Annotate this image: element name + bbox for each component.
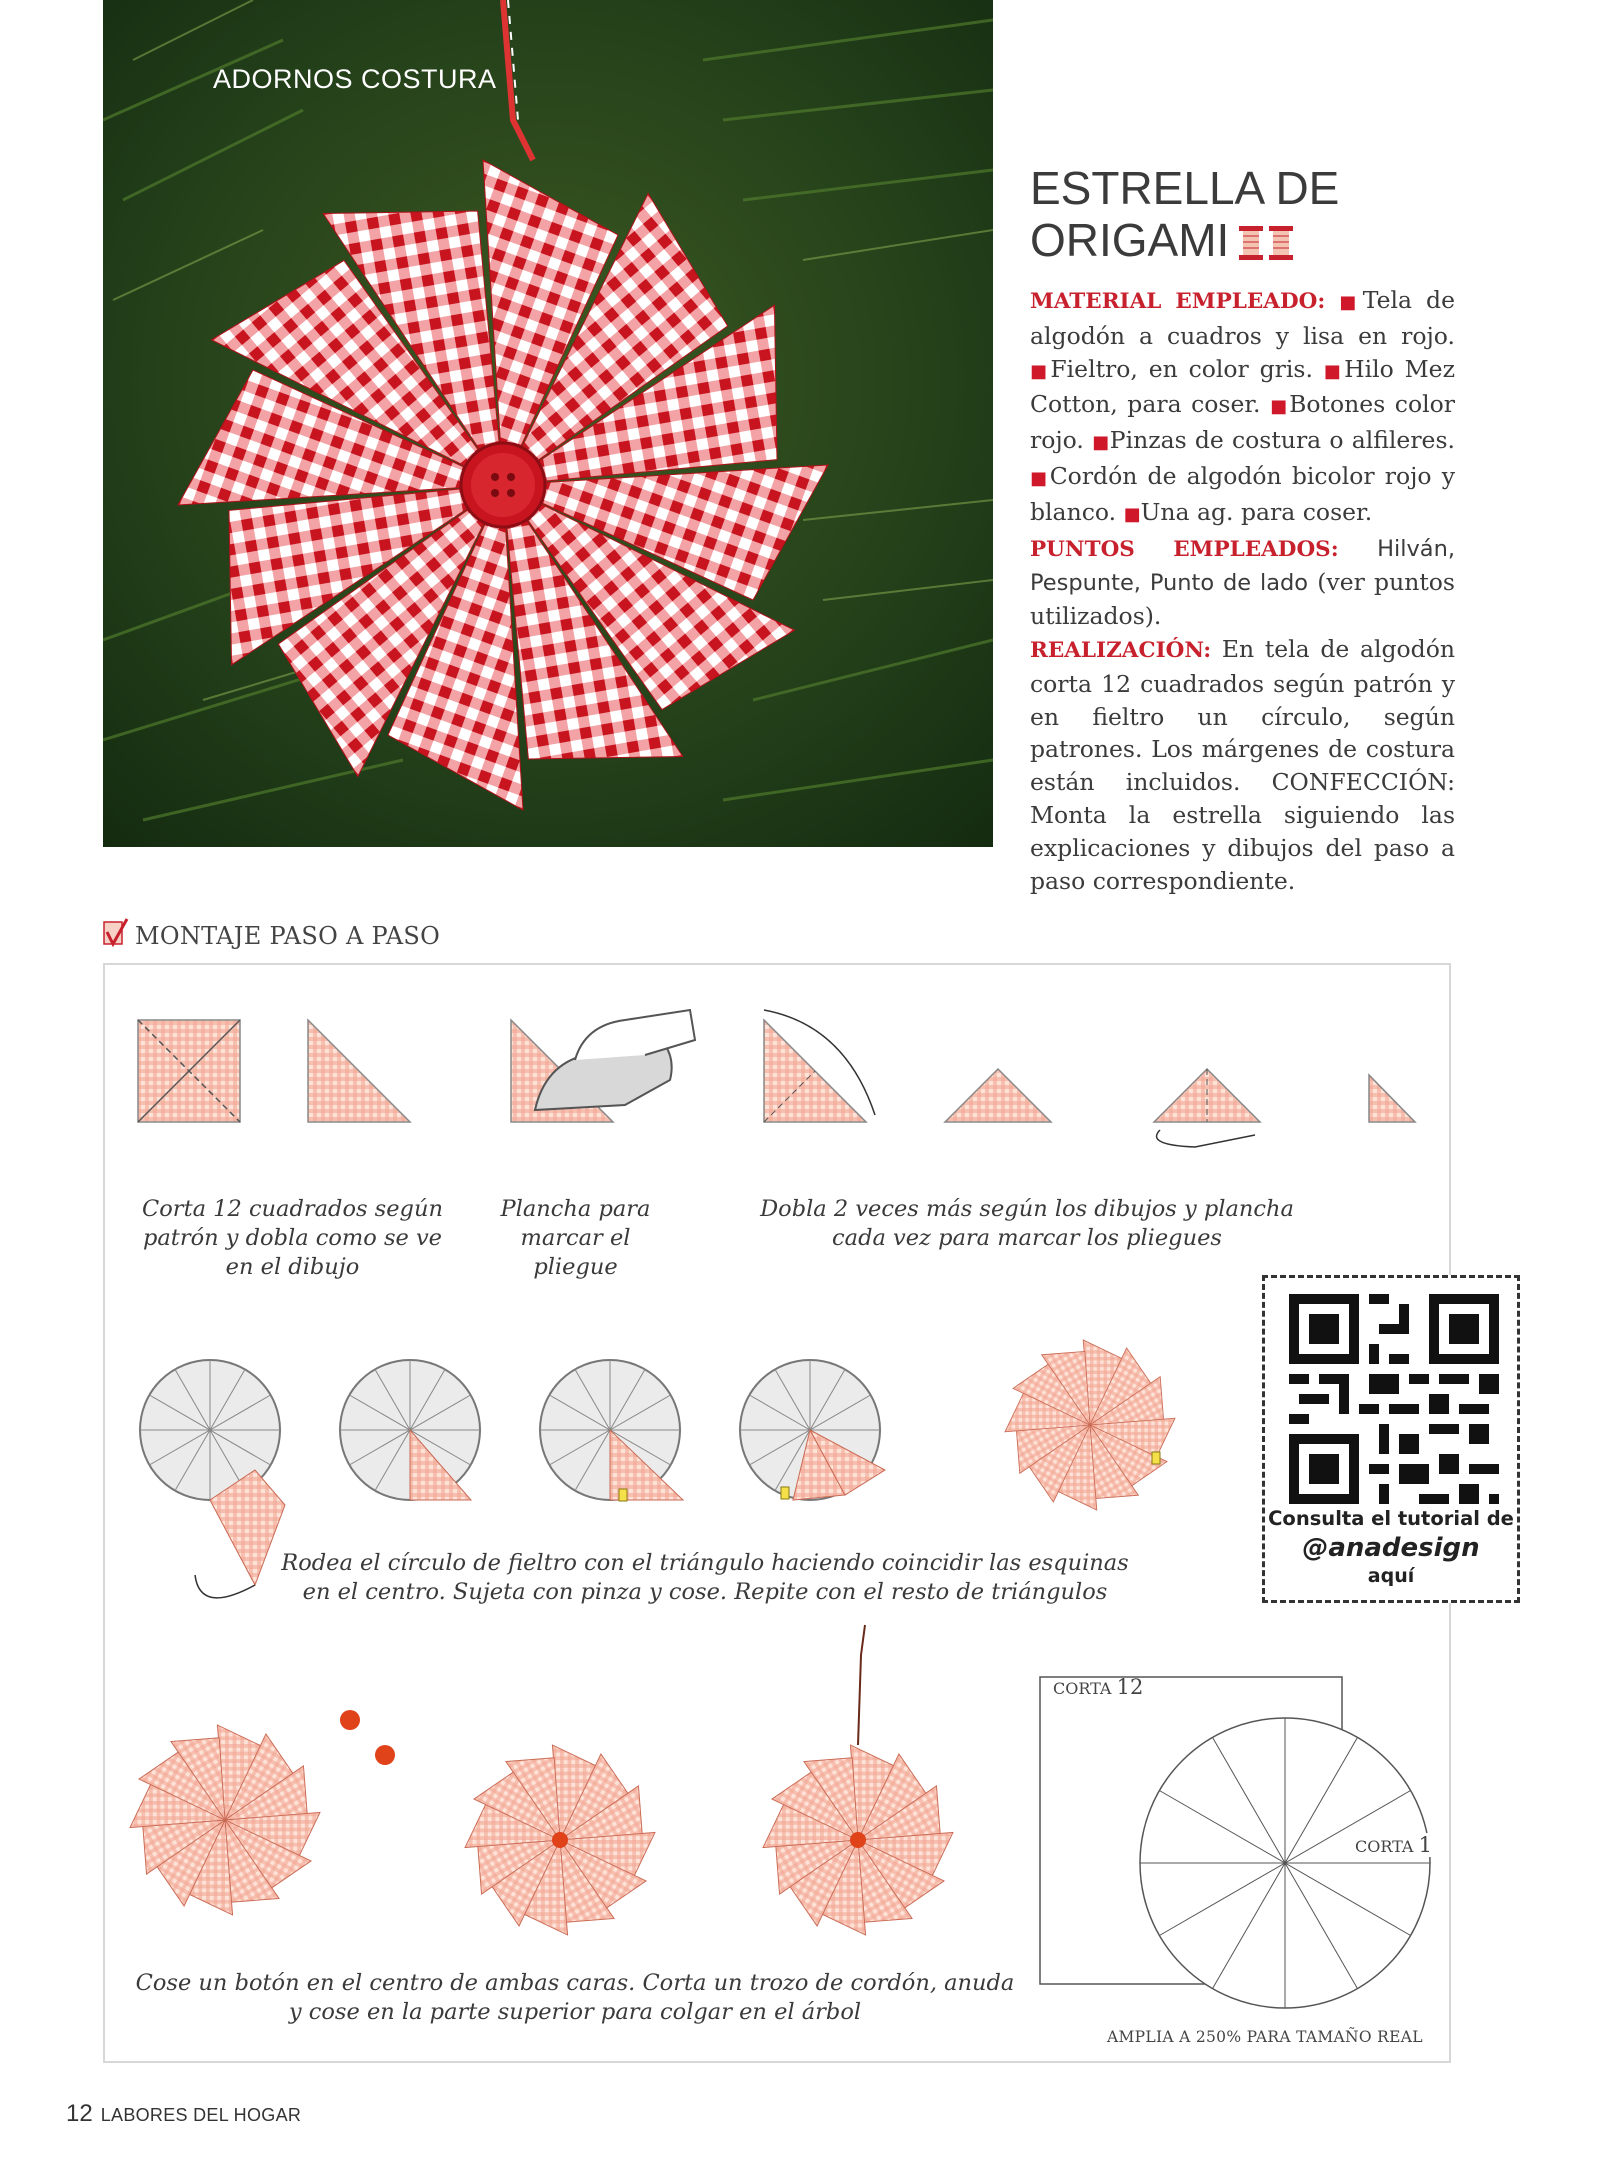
steps-panel — [103, 963, 1451, 2063]
instructions-text — [1030, 284, 1455, 897]
page-footer — [66, 2100, 301, 2128]
material-item: Pinzas de costura o alfileres. — [1109, 426, 1455, 455]
origami-star-photo — [103, 0, 993, 847]
spools-icon — [1237, 220, 1297, 272]
bullet-icon: ■ — [1323, 360, 1345, 382]
qr-handle[interactable]: @anadesign — [1302, 1533, 1480, 1563]
checkmark-icon — [103, 918, 129, 954]
qr-line-3: aquí — [1367, 1565, 1415, 1587]
material-item: Cordón de algodón bicolor rojo y blanco. — [1030, 461, 1455, 526]
section-label: ADORNOS COSTURA — [213, 64, 497, 94]
material-item: Hilo Mez Cotton, para coser. — [1030, 354, 1455, 419]
qr-caption — [1265, 1506, 1517, 1588]
bullet-icon: ■ — [1030, 467, 1050, 489]
fold-twice-diagram — [764, 1010, 1415, 1147]
magazine-name: LABORES DEL HOGAR — [100, 2105, 302, 2125]
bullet-icon: ■ — [1339, 292, 1363, 313]
title-line-2 — [1030, 214, 1450, 272]
qr-code-icon — [1289, 1294, 1499, 1504]
montaje-header — [103, 918, 440, 954]
bullet-icon: ■ — [1030, 360, 1051, 382]
caption-step1: Corta 12 cuadrados según patrón y dobla como se ve en el dibujo — [142, 1196, 443, 1280]
steps-illustrations — [105, 965, 1451, 2063]
bullet-icon: ■ — [1270, 396, 1290, 418]
hero-photo — [103, 0, 993, 847]
circle-label-text: CORTA — [1355, 1837, 1414, 1856]
puntos-names: Hilván, Pespunte, Punto de lado — [1030, 535, 1455, 597]
material-item: Tela de algodón a cuadros y lisa en rojo. — [1030, 286, 1455, 350]
qr-line-1: Consulta el tutorial de — [1268, 1507, 1514, 1530]
caption-step4: Rodea el círculo de fieltro con el triángulo haciendo coincidir las esquinas en el centro. Sujeta con pinza y cose. Repite con el resto de triángulos — [281, 1550, 1129, 1605]
square-label-text: CORTA — [1053, 1679, 1112, 1698]
pattern-circle-label — [1352, 1833, 1435, 1857]
page-number: 12 — [66, 2100, 93, 2127]
realizacion-text: En tela de algodón corta 12 cuadrados según patrón y en fieltro un círculo, según patrones. Los márgenes de costura están incluidos. CONFECCIÓN: Monta la estrella siguiendo las explicaciones y dibujos del paso a paso correspondiente. — [1030, 634, 1455, 895]
material-item: Botones color rojo. — [1030, 390, 1455, 455]
montaje-title: MONTAJE PASO A PASO — [135, 922, 441, 950]
material-item: Fieltro, en color gris. — [1050, 354, 1313, 383]
bullet-icon: ■ — [1123, 503, 1141, 525]
material-item: Una ag. para coser. — [1140, 497, 1373, 526]
puntos-label: PUNTOS EMPLEADOS: — [1030, 536, 1339, 562]
bullet-icon: ■ — [1092, 432, 1110, 454]
caption-step2: Plancha para marcar el pliegue — [500, 1196, 651, 1280]
caption-step3: Dobla 2 veces más según los dibujos y plancha cada vez para marcar los pliegues — [760, 1196, 1294, 1251]
page-title — [1030, 162, 1450, 272]
title-line-2-text: ORIGAMI — [1030, 214, 1230, 266]
caption-step5: Cose un botón en el centro de ambas caras. Corta un trozo de cordón, anuda y cose en la parte superior para colgar en el árbol — [135, 1970, 1015, 2025]
pattern-note: AMPLIA A 250% PARA TAMAÑO REAL — [1107, 2028, 1423, 2046]
iron-diagram — [511, 1010, 695, 1122]
fold-square-diagram — [138, 1020, 410, 1122]
square-count: 12 — [1116, 1675, 1144, 1699]
qr-tutorial-link[interactable] — [1262, 1275, 1520, 1603]
finished-stars — [125, 1625, 959, 1940]
puntos-note: (ver puntos utilizados). — [1030, 568, 1455, 631]
material-label: MATERIAL EMPLEADO: — [1030, 289, 1326, 314]
title-line-1: ESTRELLA DE — [1030, 162, 1340, 214]
pattern-square-label — [1053, 1675, 1143, 1699]
circle-count: 1 — [1418, 1833, 1432, 1857]
realizacion-label: REALIZACIÓN: — [1030, 637, 1212, 663]
